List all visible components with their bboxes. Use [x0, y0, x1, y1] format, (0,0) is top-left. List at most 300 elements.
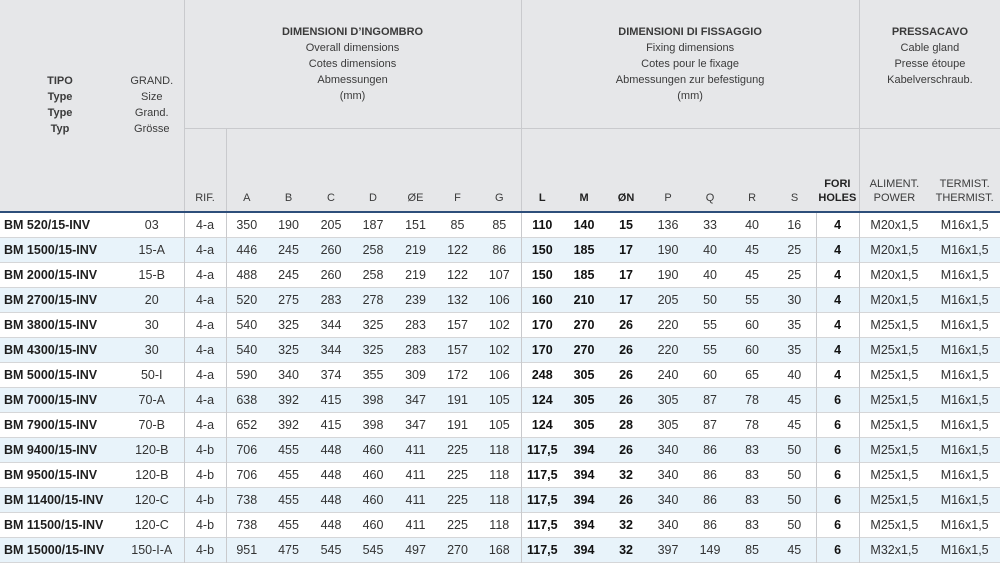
cell-size: 30 [144, 342, 159, 357]
cell-g: 85 [492, 217, 507, 232]
cell-c: 545 [320, 542, 342, 557]
cell-b: 325 [278, 342, 299, 357]
table-row [0, 237, 1000, 262]
cell-on: 32 [619, 542, 633, 557]
cell-size: 20 [144, 292, 159, 307]
cell-oe: 219 [405, 242, 426, 257]
cell-m: 185 [573, 242, 595, 257]
cell-thermist-gland: M16x1,5 [940, 442, 989, 457]
cell-oe: 239 [405, 292, 426, 307]
cell-f: 225 [447, 467, 468, 482]
cell-d: 398 [362, 392, 384, 407]
cell-s: 25 [787, 267, 802, 282]
cell-size: 120-C [134, 492, 169, 507]
cell-holes: 4 [816, 212, 859, 238]
cell-holes: 6 [816, 512, 859, 537]
cell-p: 340 [657, 492, 679, 507]
tipo-label-de: Typ [50, 123, 70, 136]
cell-d: 258 [362, 242, 384, 257]
table-row [0, 437, 1000, 462]
cell-a: 488 [226, 262, 267, 287]
cell-b: 325 [278, 317, 299, 332]
cell-f: 270 [447, 542, 468, 557]
cell-s: 50 [787, 442, 802, 457]
cell-thermist-gland: M16x1,5 [940, 267, 989, 282]
overall-unit: (mm) [339, 90, 366, 102]
cell-on: 32 [619, 467, 633, 482]
cell-q: 40 [703, 267, 717, 282]
cell-thermist-gland: M16x1,5 [940, 492, 989, 507]
cell-d: 355 [362, 367, 384, 382]
cell-thermist-gland: M16x1,5 [940, 292, 989, 307]
cell-rif: 4-a [184, 337, 226, 362]
cell-power-gland: M20x1,5 [859, 262, 929, 287]
cell-rif: 4-b [184, 537, 226, 562]
cell-oe: 411 [405, 467, 426, 482]
cell-r: 78 [745, 392, 759, 407]
cell-thermist-gland: M16x1,5 [940, 417, 989, 432]
cell-f: 225 [447, 442, 468, 457]
cell-d: 325 [362, 317, 384, 332]
size-label-it: GRAND. [130, 75, 174, 88]
cell-r: 45 [745, 267, 759, 282]
cell-model: BM 7900/15-INV [4, 417, 98, 432]
cell-p: 305 [657, 392, 679, 407]
gland-de: Kabelverschraub. [887, 74, 973, 86]
cell-c: 260 [320, 242, 342, 257]
cell-c: 260 [320, 267, 342, 282]
cell-f: 191 [447, 417, 468, 432]
size-label-en: Size [141, 91, 163, 104]
fixing-de: Abmessungen zur befestigung [615, 74, 765, 86]
cell-l: 117,5 [521, 462, 563, 487]
cell-on: 26 [619, 492, 633, 507]
cell-q: 149 [699, 542, 721, 557]
cell-s: 25 [787, 242, 802, 257]
cell-a: 590 [226, 362, 267, 387]
cell-m: 394 [573, 517, 595, 532]
cell-r: 83 [745, 442, 759, 457]
cell-c: 205 [320, 217, 342, 232]
cell-model: BM 15000/15-INV [4, 542, 105, 557]
col-g: G [478, 128, 521, 212]
cell-g: 168 [488, 542, 510, 557]
cell-c: 415 [320, 417, 342, 432]
cell-s: 45 [787, 392, 802, 407]
cell-s: 50 [787, 467, 802, 482]
col-d: D [352, 128, 394, 212]
cell-b: 455 [278, 467, 299, 482]
cell-holes: 6 [816, 537, 859, 562]
gland-en: Cable gland [900, 42, 960, 54]
col-fori-holes [816, 128, 859, 212]
cell-size: 03 [144, 217, 159, 232]
cell-power-gland: M20x1,5 [859, 287, 929, 312]
cell-s: 35 [787, 342, 802, 357]
header-overall-dimensions [184, 0, 521, 128]
cell-on: 26 [619, 392, 633, 407]
cell-g: 86 [492, 242, 507, 257]
cell-oe: 411 [405, 517, 426, 532]
cell-m: 394 [573, 492, 595, 507]
cell-g: 102 [488, 317, 510, 332]
fixing-title: DIMENSIONI DI FISSAGGIO [618, 26, 762, 38]
cell-r: 85 [745, 542, 759, 557]
cell-m: 270 [573, 342, 595, 357]
cell-b: 245 [278, 267, 299, 282]
power-label: POWER [873, 191, 916, 204]
cell-s: 50 [787, 492, 802, 507]
cell-s: 35 [787, 317, 802, 332]
cell-q: 86 [703, 492, 717, 507]
table-row [0, 287, 1000, 312]
col-s: S [773, 128, 816, 212]
cell-size: 120-C [134, 517, 169, 532]
cell-r: 45 [745, 242, 759, 257]
cell-b: 455 [278, 442, 299, 457]
size-label-de: Grösse [134, 123, 170, 136]
cell-l: 150 [521, 262, 563, 287]
cell-thermist-gland: M16x1,5 [940, 467, 989, 482]
cell-power-gland: M25x1,5 [859, 312, 929, 337]
gland-title: PRESSACAVO [891, 26, 969, 38]
col-p: P [647, 128, 689, 212]
cell-c: 374 [320, 367, 342, 382]
cell-a: 706 [226, 437, 267, 462]
cell-p: 340 [657, 442, 679, 457]
cell-power-gland: M25x1,5 [859, 462, 929, 487]
cell-b: 455 [278, 492, 299, 507]
cell-holes: 4 [816, 262, 859, 287]
cell-model: BM 2000/15-INV [4, 267, 98, 282]
cell-size: 15-A [138, 242, 165, 257]
table-row [0, 362, 1000, 387]
cell-l: 117,5 [521, 512, 563, 537]
cell-l: 117,5 [521, 487, 563, 512]
cell-model: BM 3800/15-INV [4, 317, 98, 332]
col-f: F [437, 128, 478, 212]
cell-d: 325 [362, 342, 384, 357]
cell-size: 15-B [138, 267, 165, 282]
cell-l: 124 [521, 387, 563, 412]
cell-d: 460 [362, 467, 384, 482]
cell-thermist-gland: M16x1,5 [940, 342, 989, 357]
cell-g: 106 [488, 367, 510, 382]
cell-rif: 4-a [184, 362, 226, 387]
cell-g: 118 [489, 492, 510, 507]
cell-rif: 4-b [184, 512, 226, 537]
cell-r: 78 [745, 417, 759, 432]
cell-rif: 4-a [184, 262, 226, 287]
cell-r: 83 [745, 467, 759, 482]
cell-f: 225 [447, 492, 468, 507]
cell-model: BM 1500/15-INV [4, 242, 98, 257]
cell-g: 118 [489, 442, 510, 457]
cell-l: 110 [521, 212, 563, 238]
cell-a: 540 [226, 337, 267, 362]
col-m: M [563, 128, 605, 212]
table-row [0, 387, 1000, 412]
cell-s: 40 [787, 367, 802, 382]
cell-c: 448 [320, 442, 342, 457]
cell-power-gland: M25x1,5 [859, 487, 929, 512]
cell-on: 26 [619, 317, 633, 332]
fixing-unit: (mm) [677, 90, 703, 102]
cell-p: 190 [657, 267, 679, 282]
cell-size: 150-I-A [131, 542, 173, 557]
cell-model: BM 7000/15-INV [4, 392, 98, 407]
cell-power-gland: M25x1,5 [859, 362, 929, 387]
cell-holes: 4 [816, 337, 859, 362]
cell-m: 394 [573, 442, 595, 457]
cell-r: 83 [745, 517, 759, 532]
col-l: L [521, 128, 563, 212]
cell-rif: 4-a [184, 387, 226, 412]
fori-label: FORI [824, 177, 851, 190]
cell-m: 394 [573, 542, 595, 557]
cell-g: 118 [489, 517, 510, 532]
cell-oe: 309 [405, 367, 426, 382]
cell-b: 275 [278, 292, 299, 307]
cell-f: 191 [447, 392, 468, 407]
cell-model: BM 9500/15-INV [4, 467, 98, 482]
cell-q: 86 [703, 517, 717, 532]
cell-c: 448 [320, 467, 342, 482]
cell-p: 220 [657, 317, 679, 332]
cell-holes: 4 [816, 362, 859, 387]
cell-rif: 4-a [184, 412, 226, 437]
cell-p: 340 [657, 517, 679, 532]
cell-a: 738 [226, 487, 267, 512]
cell-on: 26 [619, 367, 633, 382]
cell-p: 136 [657, 217, 679, 232]
cell-holes: 6 [816, 412, 859, 437]
cell-size: 50-I [140, 367, 163, 382]
size-label-fr: Grand. [134, 107, 169, 120]
cell-model: BM 5000/15-INV [4, 367, 98, 382]
gland-fr: Presse étoupe [894, 58, 966, 70]
cell-a: 951 [226, 537, 267, 562]
cell-a: 738 [226, 512, 267, 537]
table-header [0, 0, 1000, 212]
cell-on: 15 [619, 217, 633, 232]
cell-p: 397 [657, 542, 679, 557]
cell-l: 117,5 [521, 537, 563, 562]
cell-model: BM 520/15-INV [4, 217, 91, 232]
cell-q: 86 [703, 442, 717, 457]
cell-b: 392 [278, 417, 299, 432]
overall-fr: Cotes dimensions [308, 58, 397, 70]
cell-thermist-gland: M16x1,5 [940, 367, 989, 382]
cell-size: 70-A [138, 392, 165, 407]
cell-model: BM 2700/15-INV [4, 292, 98, 307]
cell-m: 210 [573, 292, 595, 307]
cell-a: 706 [226, 462, 267, 487]
cell-m: 305 [573, 392, 595, 407]
cell-power-gland: M20x1,5 [859, 237, 929, 262]
cell-f: 132 [447, 292, 468, 307]
col-r: R [731, 128, 773, 212]
cell-m: 305 [573, 367, 595, 382]
cell-q: 55 [703, 342, 717, 357]
cell-model: BM 11400/15-INV [4, 492, 104, 507]
cell-c: 344 [320, 342, 342, 357]
col-rif: RIF. [184, 128, 226, 212]
cell-power-gland: M25x1,5 [859, 437, 929, 462]
cell-power-gland: M25x1,5 [859, 512, 929, 537]
cell-size: 30 [144, 317, 159, 332]
cell-s: 30 [787, 292, 802, 307]
cell-on: 26 [619, 442, 633, 457]
tipo-label-fr: Type [47, 107, 73, 120]
cell-l: 248 [521, 362, 563, 387]
cell-l: 117,5 [521, 437, 563, 462]
holes-label: HOLES [818, 191, 857, 204]
cell-rif: 4-a [184, 212, 226, 238]
table-row [0, 312, 1000, 337]
cell-thermist-gland: M16x1,5 [940, 542, 989, 557]
cell-l: 124 [521, 412, 563, 437]
cell-q: 60 [703, 367, 717, 382]
cell-b: 190 [278, 217, 299, 232]
cell-l: 170 [521, 312, 563, 337]
cell-rif: 4-b [184, 462, 226, 487]
cell-m: 185 [573, 267, 595, 282]
cell-g: 105 [488, 417, 510, 432]
cell-on: 17 [619, 242, 633, 257]
cell-s: 16 [787, 217, 802, 232]
table-row [0, 537, 1000, 562]
cell-g: 118 [489, 467, 510, 482]
cell-r: 55 [745, 292, 759, 307]
cell-a: 350 [226, 212, 267, 238]
col-oe: ØE [394, 128, 437, 212]
cell-q: 50 [703, 292, 717, 307]
cell-g: 107 [488, 267, 510, 282]
cell-holes: 4 [816, 287, 859, 312]
cell-size: 70-B [138, 417, 165, 432]
overall-title: DIMENSIONI D’INGOMBRO [281, 26, 424, 38]
cell-g: 102 [488, 342, 510, 357]
cell-c: 448 [320, 492, 342, 507]
cell-oe: 151 [405, 217, 426, 232]
cell-b: 340 [278, 367, 299, 382]
cell-on: 17 [619, 267, 633, 282]
cell-b: 455 [278, 517, 299, 532]
cell-rif: 4-b [184, 487, 226, 512]
cell-d: 398 [362, 417, 384, 432]
cell-c: 283 [320, 292, 342, 307]
header-cable-gland [859, 0, 1000, 128]
cell-f: 157 [447, 317, 468, 332]
table-row [0, 487, 1000, 512]
table-row [0, 212, 1000, 238]
cell-oe: 411 [405, 442, 426, 457]
cell-model: BM 9400/15-INV [4, 442, 98, 457]
table-row [0, 462, 1000, 487]
cell-oe: 219 [405, 267, 426, 282]
thermist-label: THERMIST. [935, 191, 994, 204]
cell-r: 83 [745, 492, 759, 507]
cell-rif: 4-b [184, 437, 226, 462]
cell-r: 65 [745, 367, 759, 382]
overall-de: Abmessungen [317, 74, 388, 86]
cell-power-gland: M20x1,5 [859, 212, 929, 238]
cell-thermist-gland: M16x1,5 [940, 217, 989, 232]
cell-m: 140 [573, 217, 595, 232]
cell-thermist-gland: M16x1,5 [940, 517, 989, 532]
cell-model: BM 11500/15-INV [4, 517, 104, 532]
tipo-label-en: Type [47, 91, 73, 104]
cell-power-gland: M25x1,5 [859, 412, 929, 437]
cell-holes: 6 [816, 487, 859, 512]
cell-oe: 283 [405, 342, 426, 357]
cell-p: 340 [657, 467, 679, 482]
cell-s: 45 [787, 542, 802, 557]
cell-b: 475 [278, 542, 299, 557]
cell-holes: 6 [816, 387, 859, 412]
cell-holes: 4 [816, 312, 859, 337]
cell-c: 415 [320, 392, 342, 407]
col-on: ØN [605, 128, 647, 212]
cell-d: 545 [362, 542, 384, 557]
cell-a: 446 [226, 237, 267, 262]
cell-d: 278 [362, 292, 384, 307]
cell-q: 87 [703, 417, 717, 432]
table-row [0, 262, 1000, 287]
cell-f: 157 [447, 342, 468, 357]
cell-p: 220 [657, 342, 679, 357]
cell-q: 87 [703, 392, 717, 407]
fixing-en: Fixing dimensions [646, 42, 735, 54]
cell-s: 50 [787, 517, 802, 532]
cell-oe: 347 [405, 392, 426, 407]
cell-l: 160 [521, 287, 563, 312]
cell-thermist-gland: M16x1,5 [940, 242, 989, 257]
cell-d: 187 [362, 217, 384, 232]
table-row [0, 512, 1000, 537]
header-fixing-dimensions [521, 0, 859, 128]
cell-a: 638 [226, 387, 267, 412]
col-a: A [226, 128, 267, 212]
fixing-fr: Cotes pour le fixage [641, 58, 740, 70]
cell-g: 105 [488, 392, 510, 407]
cell-m: 305 [573, 417, 595, 432]
cell-power-gland: M32x1,5 [859, 537, 929, 562]
cell-p: 205 [657, 292, 679, 307]
overall-en: Overall dimensions [305, 42, 400, 54]
cell-oe: 497 [405, 542, 426, 557]
cell-b: 245 [278, 242, 299, 257]
cell-on: 17 [619, 292, 633, 307]
cell-p: 305 [657, 417, 679, 432]
tipo-label-it: TIPO [47, 75, 73, 88]
col-c: C [310, 128, 352, 212]
col-q: Q [689, 128, 731, 212]
cell-on: 32 [619, 517, 633, 532]
col-aliment-power [859, 128, 929, 212]
header-tipo [0, 0, 120, 212]
cell-oe: 411 [405, 492, 426, 507]
cell-d: 258 [362, 267, 384, 282]
cell-p: 190 [657, 242, 679, 257]
cell-q: 33 [703, 217, 717, 232]
cell-a: 540 [226, 312, 267, 337]
cell-m: 394 [573, 467, 595, 482]
cell-f: 225 [447, 517, 468, 532]
cell-m: 270 [573, 317, 595, 332]
cell-model: BM 4300/15-INV [4, 342, 98, 357]
